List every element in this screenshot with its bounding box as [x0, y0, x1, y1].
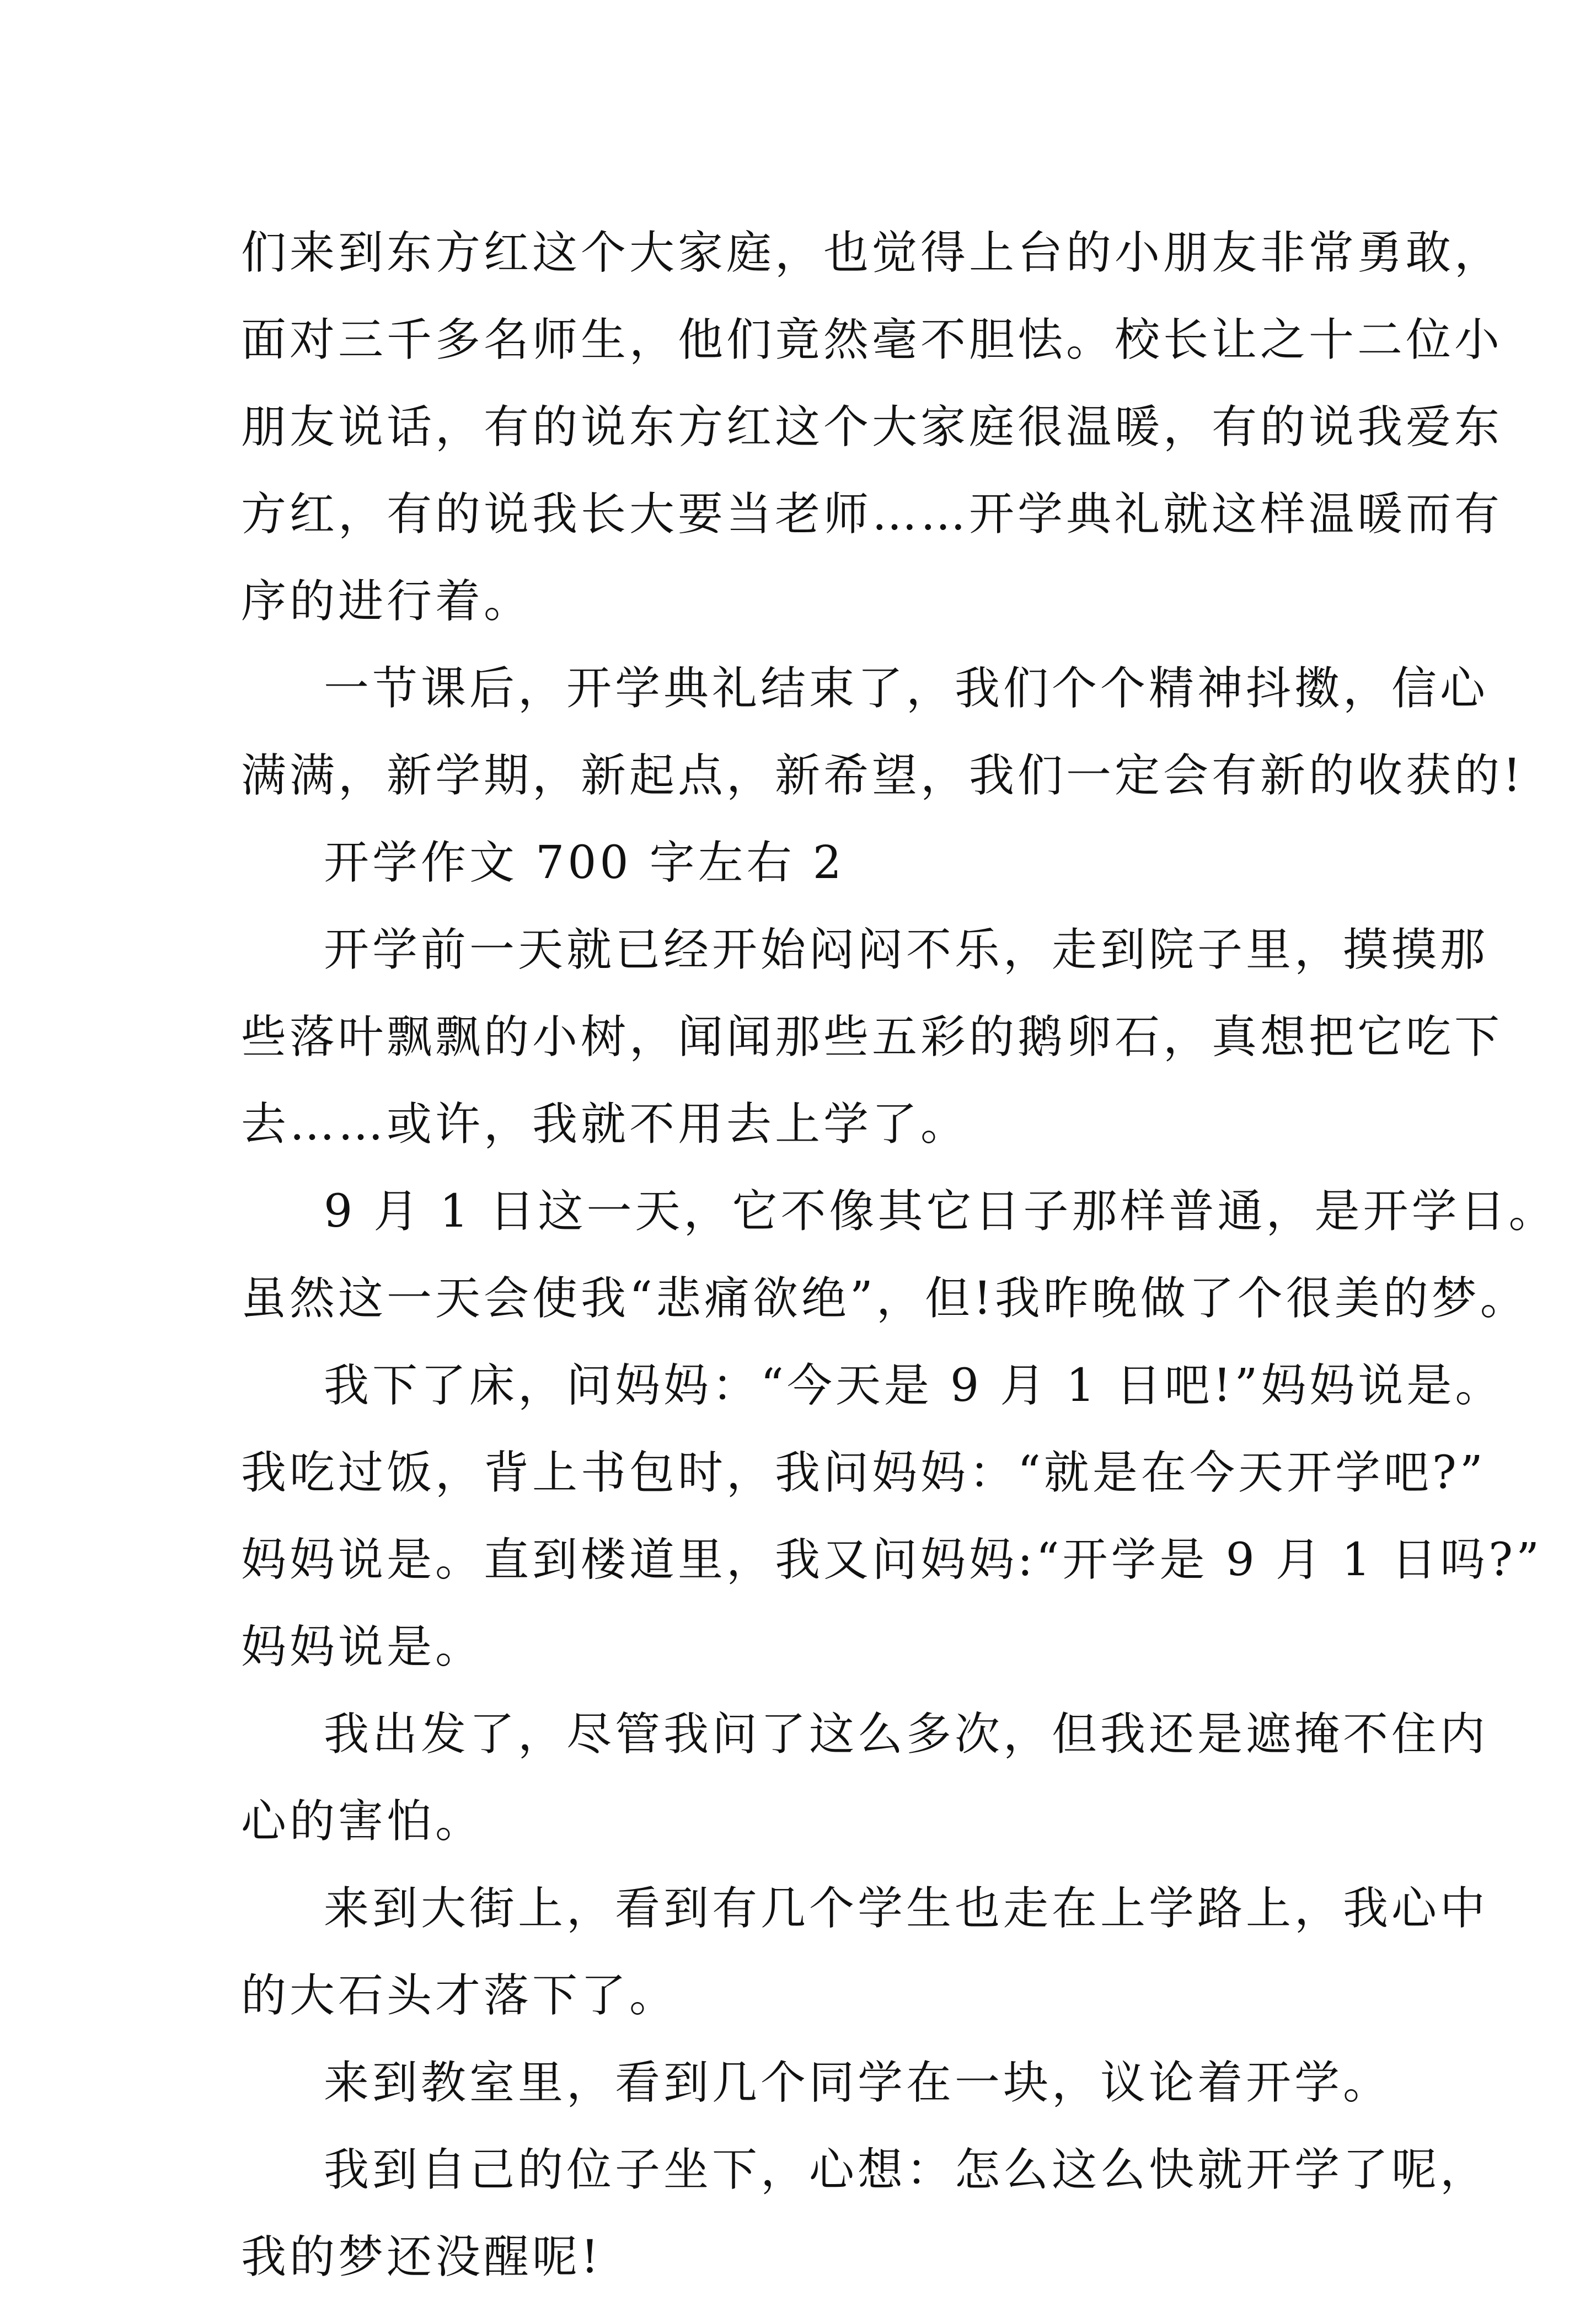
text-line: 满满，新学期，新起点，新希望，我们一定会有新的收获的! — [241, 750, 1524, 802]
paragraph-start-line: 来到大街上，看到有几个学生也走在上学路上，我心中 — [324, 1882, 1489, 1935]
text-line: 我的梦还没醒呢! — [241, 2231, 602, 2283]
text-line: 心的害怕。 — [241, 1795, 484, 1848]
text-line: 去……或许，我就不用去上学了。 — [241, 1098, 970, 1150]
paragraph-start-line: 我到自己的位子坐下，心想：怎么这么快就开学了呢， — [324, 2144, 1489, 2196]
text-line: 面对三千多名师生，他们竟然毫不胆怯。校长让之十二位小 — [241, 314, 1503, 366]
paragraph-start-line: 我下了床，问妈妈：“今天是 9 月 1 日吧!”妈妈说是。 — [324, 1360, 1504, 1412]
text-line: 妈妈说是。直到楼道里，我又问妈妈:“开学是 9 月 1 日吗?” — [241, 1534, 1543, 1586]
paragraph-start-line: 来到教室里，看到几个同学在一块，议论着开学。 — [324, 2057, 1392, 2109]
text-line: 的大石头才落下了。 — [241, 1970, 678, 2022]
text-line: 们来到东方红这个大家庭，也觉得上台的小朋友非常勇敢， — [241, 227, 1503, 279]
text-line: 朋友说话，有的说东方红这个大家庭很温暖，有的说我爱东 — [241, 401, 1503, 453]
paragraph-start-line: 开学前一天就已经开始闷闷不乐，走到院子里，摸摸那 — [324, 924, 1489, 976]
document-body — [241, 210, 1557, 2301]
paragraph-start-line: 一节课后，开学典礼结束了，我们个个精神抖擞，信心 — [324, 662, 1489, 715]
text-line: 序的进行着。 — [241, 575, 533, 628]
section-heading: 开学作文 700 字左右 2 — [324, 837, 845, 889]
text-line: 妈妈说是。 — [241, 1621, 484, 1673]
paragraph-start-line: 9 月 1 日这一天，它不像其它日子那样普通，是开学日。 — [324, 1185, 1557, 1238]
text-line: 我吃过饭，背上书包时，我问妈妈：“就是在今天开学吧?” — [241, 1447, 1486, 1499]
paragraph-start-line: 我出发了，尽管我问了这么多次，但我还是遮掩不住内 — [324, 1708, 1489, 1760]
text-line: 虽然这一天会使我“悲痛欲绝”，但!我昨晚做了个很美的梦。 — [241, 1272, 1529, 1325]
text-line: 些落叶飘飘的小树，闻闻那些五彩的鹅卵石，真想把它吃下 — [241, 1011, 1503, 1063]
text-line: 方红，有的说我长大要当老师……开学典礼就这样温暖而有 — [241, 488, 1503, 541]
